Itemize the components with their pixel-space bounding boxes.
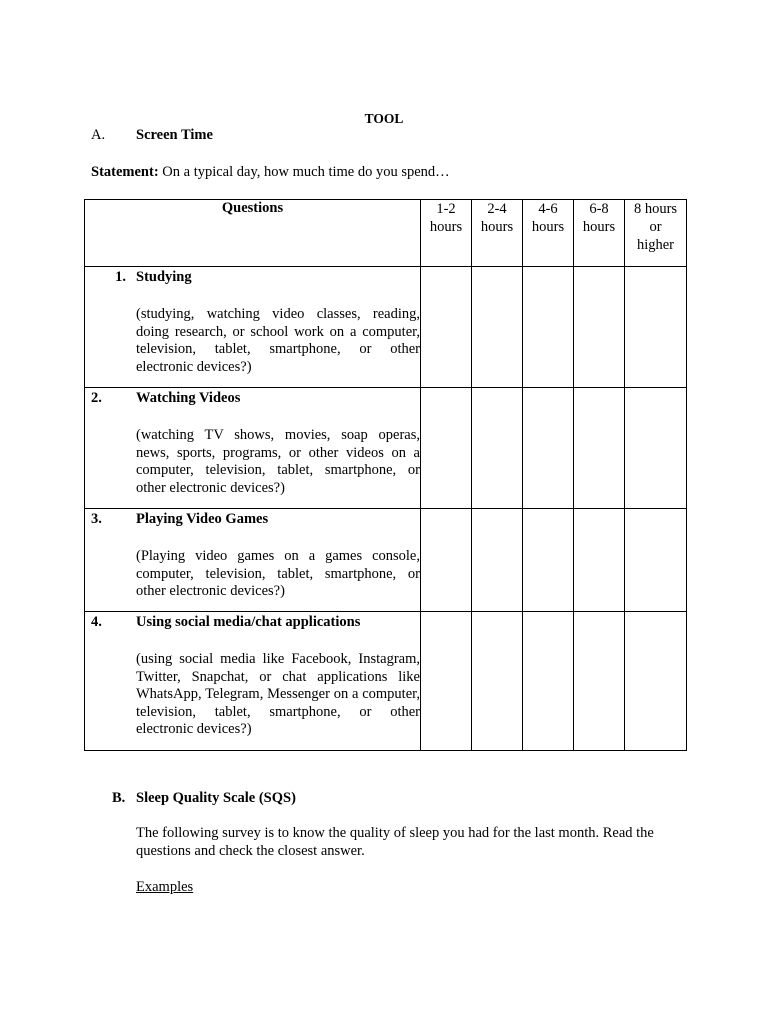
question-cell [85,612,421,751]
answer-cell-4-6-hours[interactable] [523,388,574,509]
answer-cell-6-8-hours[interactable] [574,509,625,612]
question-title: Using social media/chat applications [136,614,361,630]
question-title: Watching Videos [136,390,241,406]
header-text: hours [531,219,565,235]
answer-cell-8-hours-or-higher[interactable] [625,388,687,509]
table-row [85,267,687,388]
section-a-title: Screen Time [136,127,213,143]
header-text: hours [480,219,514,235]
screen-time-table [84,199,687,751]
question-cell [85,388,421,509]
answer-cell-1-2-hours[interactable] [421,388,472,509]
section-a-letter: A. [91,127,106,143]
answer-cell-8-hours-or-higher[interactable] [625,509,687,612]
header-text: or [649,219,662,235]
answer-cell-1-2-hours[interactable] [421,509,472,612]
question-number: 3. [91,511,102,527]
answer-cell-4-6-hours[interactable] [523,612,574,751]
answer-cell-2-4-hours[interactable] [472,267,523,388]
answer-cell-6-8-hours[interactable] [574,612,625,751]
answer-cell-2-4-hours[interactable] [472,612,523,751]
header-text: 6-8 [589,201,609,217]
answer-cell-4-6-hours[interactable] [523,509,574,612]
question-number: 4. [91,614,102,630]
header-questions: Questions [85,200,421,267]
statement [91,164,450,181]
answer-cell-4-6-hours[interactable] [523,267,574,388]
question-title: Playing Video Games [136,511,269,527]
answer-cell-1-2-hours[interactable] [421,267,472,388]
document-title: TOOL [364,111,404,126]
header-2-4-hours [472,200,523,267]
section-b-intro: The following survey is to know the quality of sleep you had for the last month. Read the questions and check the closest answer. [136,825,654,859]
header-text: hours [429,219,463,235]
header-4-6-hours [523,200,574,267]
header-1-2-hours [421,200,472,267]
answer-cell-2-4-hours[interactable] [472,509,523,612]
question-description: (studying, watching video classes, reading, doing research, or school work on a computer, television, tablet, smartphone, or other electronic devices?) [136,306,420,375]
question-description: (watching TV shows, movies, soap operas, news, sports, programs, or other videos on a computer, television, tablet, smartphone, or other electronic devices?) [136,427,420,496]
answer-cell-1-2-hours[interactable] [421,612,472,751]
answer-cell-8-hours-or-higher[interactable] [625,267,687,388]
answer-cell-2-4-hours[interactable] [472,388,523,509]
question-cell [85,267,421,388]
table-row [85,509,687,612]
answer-cell-6-8-hours[interactable] [574,267,625,388]
answer-cell-6-8-hours[interactable] [574,388,625,509]
header-8-hours-or-higher [625,200,687,267]
question-description: (using social media like Facebook, Instagram, Twitter, Snapchat, or chat applications like WhatsApp, Telegram, Messenger on a computer, television, tablet, smartphone, or other electronic devices?) [136,651,420,738]
header-text: higher [636,237,675,253]
question-number: 1. [115,269,126,285]
table-row [85,612,687,751]
header-text: 4-6 [538,201,558,217]
statement-label: Statement: [91,164,159,180]
question-title: Studying [136,269,192,285]
table-header-row [85,200,687,267]
question-description: (Playing video games on a games console, computer, television, tablet, smartphone, or other electronic devices?) [136,548,420,600]
question-cell [85,509,421,612]
header-text: 8 hours [633,201,678,217]
header-text: 1-2 [436,201,456,217]
header-text: 2-4 [487,201,507,217]
answer-cell-8-hours-or-higher[interactable] [625,612,687,751]
table-row [85,388,687,509]
section-b-title: Sleep Quality Scale (SQS) [136,790,296,806]
header-6-8-hours [574,200,625,267]
examples-heading: Examples [136,879,194,895]
question-number: 2. [91,390,102,406]
statement-text: On a typical day, how much time do you spend… [162,164,450,180]
header-text: hours [582,219,616,235]
section-b-letter: B. [112,790,126,806]
